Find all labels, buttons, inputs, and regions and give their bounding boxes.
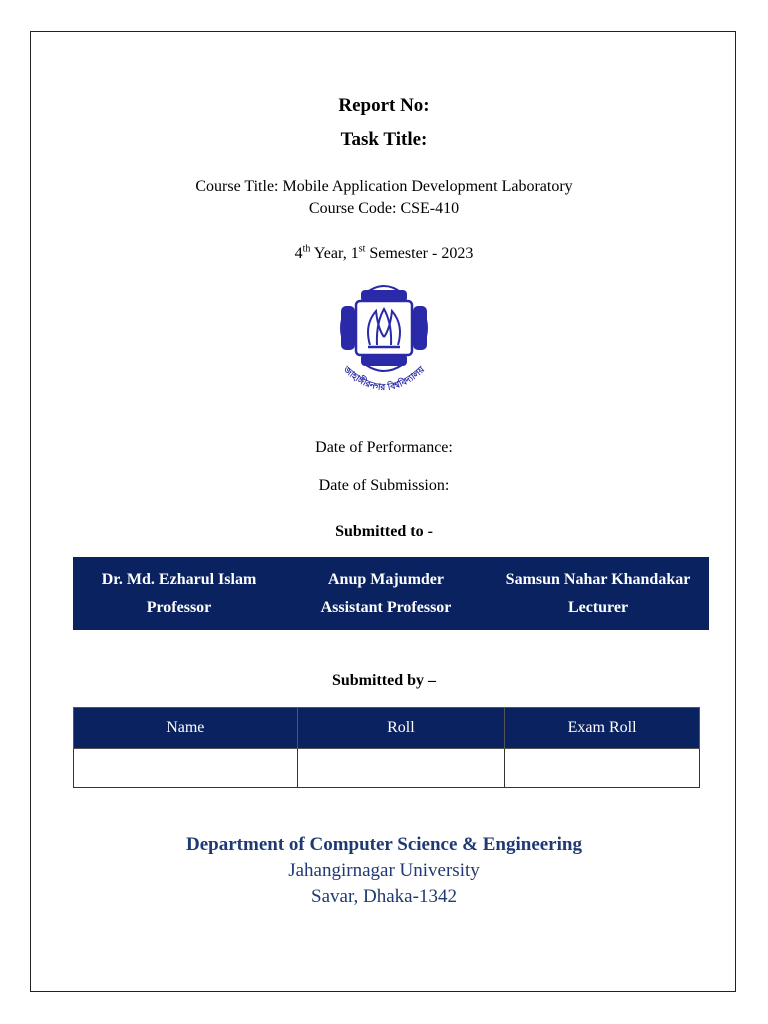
column-header-exam-roll: Exam Roll [505,708,700,749]
seal-caption: জাহাঙ্গীরনগর বিশ্ববিদ্যালয় [341,365,427,394]
column-header-name: Name [74,708,298,749]
supervisor-1 [73,557,285,630]
date-of-submission-label: Date of Submission: [318,477,450,494]
university-address: Savar, Dhaka-1342 [311,886,457,907]
supervisor-2 [285,557,487,630]
year-number: 4 [294,245,303,262]
cell-name [74,749,298,788]
semester-rest: Semester - 2023 [365,245,474,262]
supervisor-name: Samsun Nahar Khandakar [505,570,691,588]
column-header-roll: Roll [297,708,505,749]
university-seal-icon [332,279,436,401]
year-suffix: th [302,243,311,255]
supervisor-name: Dr. Md. Ezharul Islam [101,570,257,588]
report-no-label: Report No: [338,95,430,116]
table-header-row [74,708,700,749]
supervisors-banner [73,557,709,630]
task-title-label: Task Title: [340,129,428,150]
course-code: Course Code: CSE-410 [308,200,460,217]
supervisor-3 [487,557,709,630]
department-name: Department of Computer Science & Engineering [186,834,582,855]
university-name: Jahangirnagar University [288,860,480,881]
student-info-table [73,707,700,788]
submitted-by-label: Submitted by – [331,672,437,689]
date-of-performance-label: Date of Performance: [315,439,453,456]
supervisor-designation: Professor [146,598,212,616]
year-word: Year, [310,245,351,262]
course-title: Course Title: Mobile Application Development Laboratory [195,178,573,195]
table-row [74,749,700,788]
supervisor-designation: Lecturer [567,598,629,616]
submitted-to-label: Submitted to - [335,523,433,540]
cell-roll [297,749,505,788]
cell-exam-roll [505,749,700,788]
semester-number: 1 [350,245,359,262]
supervisor-name: Anup Majumder [327,570,444,588]
semester-line [0,245,768,263]
semester-suffix: st [358,243,366,255]
supervisor-designation: Assistant Professor [320,598,452,616]
